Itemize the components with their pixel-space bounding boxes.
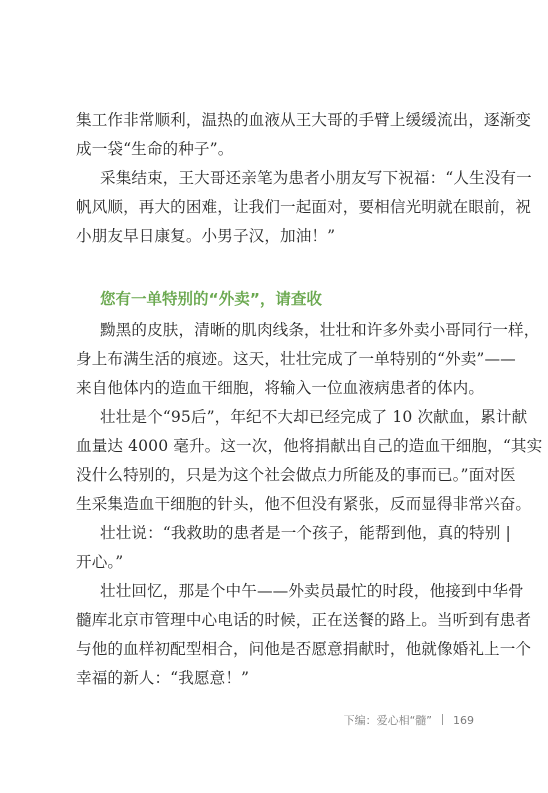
paragraph-line: 壮壮回忆，那是个中午——外卖员最忙的时段，他接到中华骨 [100,582,524,600]
paragraph-line: 集工作非常顺利，温热的血液从王大哥的手臂上缓缓流出，逐渐变 [76,111,532,129]
section-heading: 您有一单特别的“外卖”，请查收 [100,290,322,308]
paragraph-line: 来自他体内的造血干细胞，将输入一位血液病患者的体内。 [76,379,485,397]
paragraph-line: 成一袋“生命的种子”。 [76,140,234,158]
paragraph-line: 髓库北京市管理中心电话的时候，正在送餐的路上。当听到有患者 [76,611,532,629]
paragraph-line: 生采集造血干细胞的针头，他不但没有紧张，反而显得非常兴奋。 [76,495,532,513]
footer-divider [442,714,443,725]
paragraph-line: 身上布满生活的痕迹。这天，壮壮完成了一单特别的“外卖”—— [76,350,516,368]
paragraph-line: 没什么特别的，只是为这个社会做点力所能及的事而已。”面对医 [76,466,516,484]
paragraph-line: 帆风顺，再大的困难，让我们一起面对，要相信光明就在眼前，祝 [76,198,532,216]
paragraph-line: 壮壮是个“95后”，年纪不大却已经完成了 10 次献血，累计献 [100,408,528,426]
page-footer [344,712,474,728]
page-number: 169 [453,714,474,727]
paragraph-line: 血量达 4000 毫升。这一次，他将捐献出自己的造血干细胞，“其实 [76,437,543,455]
footer-section-label: 下编：爱心相“髓” [343,714,432,727]
paragraph-line: 开心。” [76,553,124,571]
paragraph-line: 采集结束，王大哥还亲笔为患者小朋友写下祝福：“人生没有一 [100,169,532,187]
paragraph-line: 壮壮说：“我救助的患者是一个孩子，能帮到他，真的特别 | [100,524,511,542]
paragraph-line: 黝黑的皮肤，清晰的肌肉线条，壮壮和许多外卖小哥同行一样， [100,321,540,339]
paragraph-line: 幸福的新人：“我愿意！” [76,669,250,687]
paragraph-line: 小朋友早日康复。小男子汉，加油！” [76,227,336,245]
paragraph-line: 与他的血样初配型相合，问他是否愿意捐献时，他就像婚礼上一个 [76,640,532,658]
